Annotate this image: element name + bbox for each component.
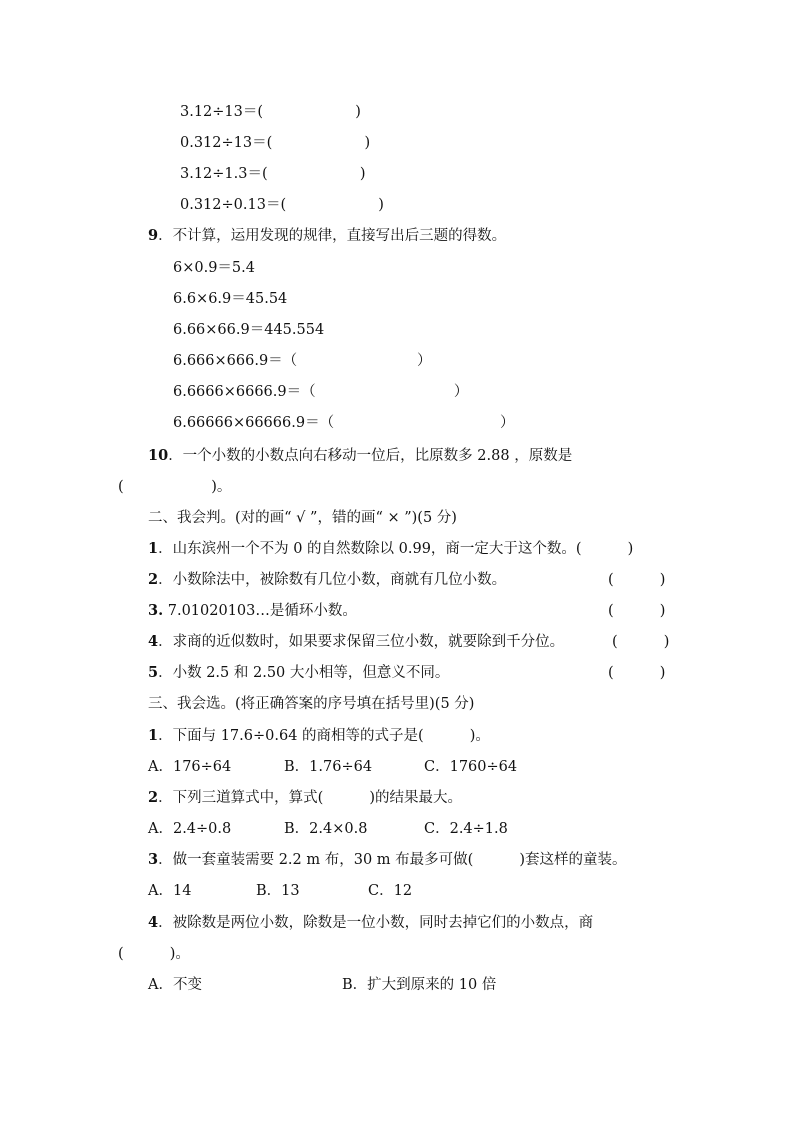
s3-q1 [148, 726, 490, 746]
s3-q2-option-c: C．2.4÷1.8 [424, 821, 508, 837]
s2-item-5-paren: ( ) [608, 665, 666, 681]
q9-line-2: 6.6×6.9＝45.54 [173, 291, 288, 307]
s2-item-2 [148, 570, 506, 590]
s2-item-4-paren: ( ) [612, 634, 670, 650]
s2-item-3 [148, 601, 357, 621]
s2-item-1-number: 1 [148, 540, 159, 557]
q8-line-3: 3.12÷1.3＝( ) [180, 166, 366, 182]
s2-item-1 [148, 539, 633, 559]
s2-item-4-number: 4 [148, 633, 159, 650]
q10-number: 10 [148, 447, 169, 464]
q8-line-4: 0.312÷0.13＝( ) [180, 197, 384, 213]
s3-q2-option-a: A．2.4÷0.8 [148, 821, 232, 837]
q10-text: ．一个小数的小数点向右移动一位后，比原数多 2.88 ，原数是 [168, 448, 573, 464]
s3-q4-option-b: B．扩大到原来的 10 倍 [342, 977, 497, 993]
q9-text: ．不计算，运用发现的规律，直接写出后三题的得数。 [158, 228, 507, 244]
s2-item-2-number: 2 [148, 571, 159, 588]
s3-q3-text: ．做一套童装需要 2.2 m 布，30 m 布最多可做( )套这样的童装。 [158, 852, 627, 868]
s3-q3-option-a: A．14 [148, 883, 192, 899]
s3-q4-continuation: ( )。 [118, 946, 190, 962]
s2-item-1-text: ．山东滨州一个不为 0 的自然数除以 0.99，商一定大于这个数。( ) [158, 541, 634, 557]
s3-q2-text: ．下列三道算式中，算式( )的结果最大。 [158, 790, 462, 806]
s3-q3-option-c: C．12 [368, 883, 413, 899]
s2-item-5 [148, 663, 449, 683]
s3-q1-option-c: C．1760÷64 [424, 759, 518, 775]
s2-item-5-text: ．小数 2.5 和 2.50 大小相等，但意义不同。 [158, 665, 450, 681]
s3-q4 [148, 913, 593, 933]
section2-title: 二、我会判。(对的画“ √ ”，错的画“ × ”)(5 分) [148, 510, 457, 526]
s2-item-3-number: 3. [148, 602, 164, 619]
s3-q2-number: 2 [148, 789, 159, 806]
q9-line-4: 6.666×666.9＝（ ） [173, 353, 432, 369]
s3-q3-option-b: B．13 [256, 883, 300, 899]
s3-q4-option-a: A．不变 [148, 977, 202, 993]
s3-q4-text: ．被除数是两位小数，除数是一位小数，同时去掉它们的小数点，商 [158, 915, 594, 931]
s2-item-4-text: ．求商的近似数时，如果要求保留三位小数，就要除到千分位。 [158, 634, 565, 650]
s3-q4-number: 4 [148, 914, 159, 931]
s2-item-4 [148, 632, 564, 652]
q9-line-1: 6×0.9＝5.4 [173, 260, 255, 276]
s3-q1-option-b: B．1.76÷64 [284, 759, 373, 775]
q9-line-5: 6.6666×6666.9＝（ ） [173, 384, 469, 400]
s2-item-2-paren: ( ) [608, 572, 666, 588]
q9-question [148, 226, 506, 246]
q8-line-1: 3.12÷13＝( ) [180, 104, 361, 120]
s2-item-2-text: ．小数除法中，被除数有几位小数，商就有几位小数。 [158, 572, 507, 588]
s2-item-3-text: 7.01020103…是循环小数。 [163, 603, 357, 619]
q9-number: 9 [148, 227, 159, 244]
s3-q1-number: 1 [148, 727, 159, 744]
s2-item-3-paren: ( ) [608, 603, 666, 619]
q10-continuation: ( )。 [118, 479, 232, 495]
s3-q3 [148, 850, 627, 870]
s3-q1-text: ．下面与 17.6÷0.64 的商相等的式子是( )。 [158, 728, 490, 744]
q10-question [148, 446, 678, 466]
q8-line-2: 0.312÷13＝( ) [180, 135, 371, 151]
s3-q3-number: 3 [148, 851, 159, 868]
section3-title: 三、我会选。(将正确答案的序号填在括号里)(5 分) [148, 696, 475, 712]
s3-q1-option-a: A．176÷64 [148, 759, 232, 775]
q9-line-6: 6.66666×66666.9＝（ ） [173, 415, 515, 431]
s3-q2-option-b: B．2.4×0.8 [284, 821, 368, 837]
q9-line-3: 6.66×66.9＝445.554 [173, 322, 325, 338]
s2-item-5-number: 5 [148, 664, 159, 681]
s3-q2 [148, 788, 462, 808]
